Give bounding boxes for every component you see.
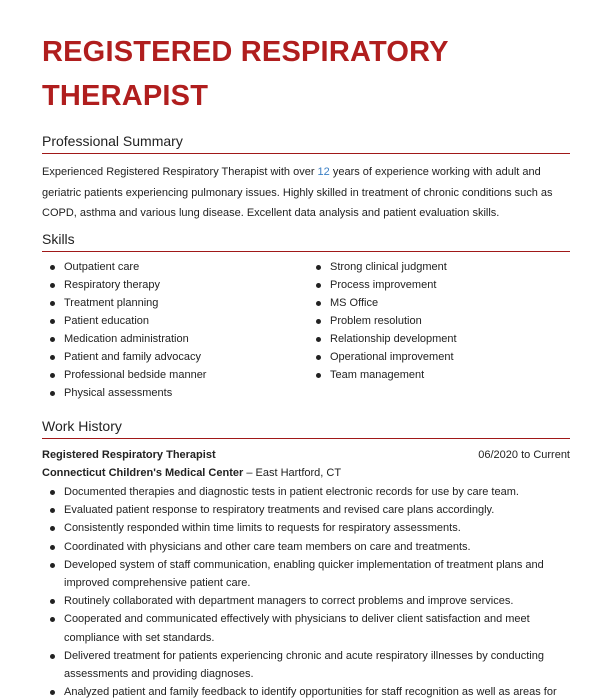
duty-item: Developed system of staff communication, enabling quicker implementation of treatment plans and improved comprehensive patient care. (48, 556, 570, 592)
skill-item: MS Office (314, 294, 457, 312)
skill-item: Physical assessments (48, 384, 206, 402)
summary-text-end: years of experience working with adult and geriatric patients experiencing pulmonary issues. Highly skilled in treatment of chronic conditions such as COPD, asthma and various lung disease. Excellent data analysis and patient evaluation skills. (42, 166, 553, 219)
job-title: Registered Respiratory Therapist (42, 449, 216, 461)
skill-item: Treatment planning (48, 294, 206, 312)
job-duties-list (48, 483, 570, 700)
duty-item: Documented therapies and diagnostic tests in patient electronic records for use by care team. (48, 483, 570, 501)
skill-item: Team management (314, 366, 457, 384)
employer-separator: – (243, 467, 256, 479)
skill-item: Relationship development (314, 330, 457, 348)
skill-item: Medication administration (48, 330, 206, 348)
duty-item: Evaluated patient response to respiratory treatments and revised care plans accordingly. (48, 501, 570, 519)
work-history-heading: Work History (42, 417, 570, 439)
skill-item: Strong clinical judgment (314, 258, 457, 276)
skill-item: Respiratory therapy (48, 276, 206, 294)
professional-summary-heading: Professional Summary (42, 132, 570, 154)
job-entry (42, 447, 570, 700)
skills-list-left (48, 258, 206, 402)
skills-grid (42, 258, 570, 408)
duty-item: Cooperated and communicated effectively with physicians to deliver client satisfaction and meet compliance with set standards. (48, 610, 570, 646)
professional-summary-section (42, 132, 570, 224)
skill-item: Operational improvement (314, 348, 457, 366)
skill-item: Process improvement (314, 276, 457, 294)
skill-item: Patient and family advocacy (48, 348, 206, 366)
job-header (42, 447, 570, 464)
skills-section (42, 230, 570, 408)
summary-text-start: Experienced Registered Respiratory Therapist with over (42, 166, 318, 178)
years-experience-value: 12 (317, 166, 330, 178)
skill-item: Professional bedside manner (48, 366, 206, 384)
skills-heading: Skills (42, 230, 570, 252)
summary-paragraph (42, 162, 570, 224)
job-dates: 06/2020 to Current (478, 449, 570, 461)
duty-item: Analyzed patient and family feedback to identify opportunities for staff recognition as well as areas for (48, 683, 570, 700)
employer-line (42, 464, 570, 482)
employer-location: East Hartford, CT (255, 467, 342, 479)
duty-item: Routinely collaborated with department managers to correct problems and improve services. (48, 592, 570, 610)
resume-name-title: REGISTERED RESPIRATORY THERAPIST (42, 36, 449, 112)
duty-item: Consistently responded within time limits to requests for respiratory assessments. (48, 519, 570, 537)
work-history-section (42, 417, 570, 700)
skill-item: Outpatient care (48, 258, 206, 276)
skills-list-right (314, 258, 457, 384)
skill-item: Problem resolution (314, 312, 457, 330)
duty-item: Coordinated with physicians and other care team members on care and treatments. (48, 538, 570, 556)
duty-item: Delivered treatment for patients experiencing chronic and acute respiratory illnesses by conducting assessments and providing diagnoses. (48, 647, 570, 683)
skill-item: Patient education (48, 312, 206, 330)
employer-name: Connecticut Children's Medical Center (42, 467, 244, 479)
